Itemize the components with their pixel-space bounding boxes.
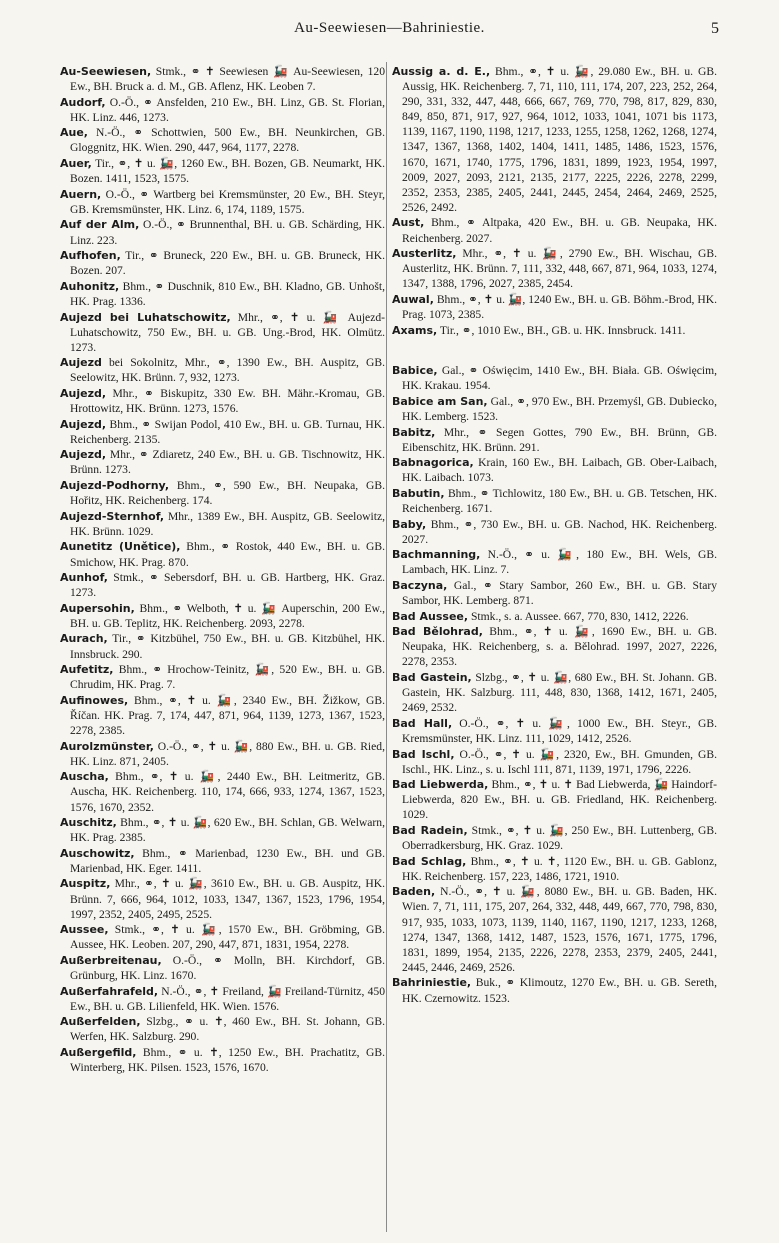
place-name: Bad Schlag, [392,854,467,868]
entry-details: O.-Ö., ⚭ Molln, BH. Kirchdorf, GB. Grünburg, HK. Linz. 1670. [70,953,385,983]
gazetteer-entry [60,156,385,186]
place-name: Bad Bělohrad, [392,625,483,639]
entry-details: Mhr., ⚭ Biskupitz, 330 Ew. BH. Mähr.-Kromau, GB. Hrottowitz, HK. Brünn. 1273, 1576. [70,386,385,416]
entry-details: N.-Ö., ⚭ u. 🚂, 180 Ew., BH. Wels, GB. Lambach, HK. Linz. 7. [402,548,717,577]
place-name: Außerfelden, [60,1015,141,1029]
gazetteer-entry [60,187,385,217]
place-name: Bad Ischl, [392,747,455,761]
place-name: Aufinowes, [60,693,129,707]
entry-details: Bhm., ⚭ Swijan Podol, 410 Ew., BH. u. GB. Turnau, HK. Reichenberg. 2135. [70,417,385,446]
place-name: Bad Radein, [392,824,468,837]
gazetteer-entry [60,310,385,355]
place-name: Aujezd [60,356,102,370]
gazetteer-entry [392,823,717,853]
column-divider [386,62,387,1232]
gazetteer-entry [392,975,717,1005]
place-name: Babnagorica, [392,456,474,470]
entry-details: Mhr., ⚭ Segen Gottes, 790 Ew., BH. Brünn, GB. Eibenschitz, HK. Brünn. 291. [402,425,717,454]
entry-details: Tir., ⚭ Kitzbühel, 750 Ew., BH. u. GB. Kitzbühel, HK. Innsbruck. 290. [70,632,385,661]
gazetteer-entry [60,739,385,769]
gazetteer-entry [60,984,385,1014]
entry-details: Mhr., ⚭ Zdiaretz, 240 Ew., BH. u. GB. Tischnowitz, HK. Brünn. 1273. [70,448,385,477]
right-column-a-section [392,64,717,338]
entry-details: Bhm., ⚭ Duschnik, 810 Ew., BH. Kladno, GB. Unhošt, HK. Prag. 1336. [70,279,385,308]
page-number: 5 [711,20,719,37]
place-name: Aurolzmünster, [60,739,154,753]
place-name: Aust, [392,216,425,230]
gazetteer-entry [60,570,385,600]
entry-details: Stmk., ⚭, ✝ u. 🚂, 1570 Ew., BH. Gröbming, GB. Aussee, HK. Leoben. 207, 290, 447, 871, 1831, 1954, 2278. [70,923,385,952]
entry-details: Buk., ⚭ Klimoutz, 1270 Ew., BH. u. GB. Sereth, HK. Czernowitz. 1523. [402,976,717,1005]
entry-details: Stmk., s. a. Aussee. 667, 770, 830, 1412, 2226. [468,609,689,623]
gazetteer-entry [392,323,717,338]
entry-details: Gal., ⚭ Stary Sambor, 260 Ew., BH. u. GB. Stary Sambor, HK. Lemberg. 871. [402,579,717,608]
gazetteer-entry [392,777,717,822]
gazetteer-entry [392,455,717,485]
gazetteer-entry [60,1045,385,1075]
page-title: Au-Seewiesen—Bahriniestie. [294,20,485,36]
place-name: Aunetitz (Unětice), [60,540,181,554]
place-name: Au-Seewiesen, [60,65,152,78]
entry-details: O.-Ö., ⚭ Wartberg bei Kremsmünster, 20 Ew., BH. Steyr, GB. Kremsmünster, HK. Linz. 6, 174, 1189, 1575. [70,187,385,216]
entry-details: Slzbg., ⚭ u. ✝, 460 Ew., BH. St. Johann, GB. Werfen, HK. Salzburg. 290. [70,1015,385,1044]
gazetteer-entry [60,125,385,155]
entry-details: Bhm., ⚭, ✝ u. ✝, 1120 Ew., BH. u. GB. Gablonz, HK. Reichenberg. 157, 223, 1486, 1721, 1910. [402,854,717,883]
place-name: Auschitz, [60,816,117,830]
place-name: Außerbreitenau, [60,953,162,967]
entry-details: Tir., ⚭, ✝ u. 🚂, 1260 Ew., BH. Bozen, GB. Neumarkt, HK. Bozen. 1411, 1523, 1575. [70,157,385,186]
place-name: Auf der Alm, [60,218,140,232]
gazetteer-entry [392,716,717,746]
entry-details: Bhm., ⚭, 730 Ew., BH. u. GB. Nachod, HK. Reichenberg. 2027. [402,517,717,546]
gazetteer-entry [392,747,717,777]
entry-details: Bhm., ⚭ Hrochow-Teinitz, 🚂, 520 Ew., BH. u. GB. Chrudim, HK. Prag. 7. [70,663,385,692]
entry-details: Stmk., ⚭ Sebersdorf, BH. u. GB. Hartberg, HK. Graz. 1273. [70,571,385,600]
entry-details: N.-Ö., ⚭, ✝ u. 🚂, 8080 Ew., BH. u. GB. Baden, HK. Wien. 7, 71, 111, 175, 207, 264, 332, 448, 449, 667, 770, 798, 830, 917, 935, 1033, 1073, 1139, 1140, 1167, 1190, 1217, 1233, 1268, 1274, 1347, 1368, 1412, 1487, 1523, 1576, 1671, 1775, 1796, 1831, 1899, 1954, 2135, 2226, 2278, 2353, 2379, 2405, 2441, 2445, 2446, 2469, 2526. [402,885,717,974]
gazetteer-entry [392,670,717,715]
gazetteer-entry [60,217,385,247]
entry-details: Bhm., ⚭, ✝ u. 🚂, 2440 Ew., BH. Leitmeritz, GB. Auscha, HK. Reichenberg. 110, 174, 666, 933, 1274, 1367, 1523, 1576, 1670, 2352. [70,770,385,814]
gazetteer-entry [60,631,385,661]
gazetteer-entry [392,854,717,884]
gazetteer-entry [392,609,717,624]
place-name: Auspitz, [60,877,111,891]
place-name: Außergefild, [60,1046,137,1059]
entry-details: N.-Ö., ⚭ Schottwien, 500 Ew., BH. Neunkirchen, GB. Gloggnitz, HK. Wien. 290, 447, 964, 1177, 2278. [70,126,385,155]
place-name: Bad Gastein, [392,671,472,685]
place-name: Babice, [392,364,438,378]
entry-details: Slzbg., ⚭, ✝ u. 🚂, 680 Ew., BH. St. Johann. GB. Gastein, HK. Salzburg. 111, 448, 830, 1368, 1412, 1671, 2405, 2469, 2532. [402,671,717,715]
entry-details: Gal., ⚭, 970 Ew., BH. Przemyśl, GB. Dubiecko, HK. Lemberg. 1523. [402,394,717,423]
gazetteer-entry [60,769,385,814]
place-name: Auwal, [392,292,434,306]
place-name: Auschowitz, [60,846,135,860]
entry-details: Krain, 160 Ew., BH. Laibach, GB. Ober-Laibach, HK. Laibach. 1073. [402,456,717,485]
place-name: Auscha, [60,770,109,784]
place-name: Bachmanning, [392,548,481,562]
entry-details: O.-Ö., ⚭, ✝ u. 🚂, 2320, Ew., BH. Gmunden, GB. Ischl., HK. Linz., s. u. Ischl 111, 871, 1139, 1971, 1796, 2226. [402,747,717,776]
place-name: Außerfahrafeld, [60,984,159,998]
entry-details: Bhm., ⚭ Rostok, 440 Ew., BH. u. GB. Smichow, HK. Prag. 870. [70,540,385,569]
gazetteer-entry [392,578,717,608]
gazetteer-entry [60,922,385,952]
entry-details: Bhm., ⚭, ✝ u. 🚂, 2340 Ew., BH. Žižkow, GB. Říčan. HK. Prag. 7, 174, 447, 871, 964, 1139, 1273, 1367, 1523, 2278, 2385. [70,693,385,738]
gazetteer-entry [392,246,717,291]
place-name: Aue, [60,126,88,140]
running-header [0,18,779,46]
entry-details: Stmk., ⚭ ✝ Seewiesen 🚂 Au-Seewiesen, 120 Ew., BH. Bruck a. d. M., GB. Aflenz, HK. Leoben 7. [70,65,385,94]
gazetteer-entry [392,547,717,577]
place-name: Babutin, [392,486,445,500]
gazetteer-entry [392,64,717,215]
place-name: Aujezd, [60,448,107,462]
gazetteer-entry [60,539,385,569]
gazetteer-entry [392,363,717,393]
place-name: Auern, [60,187,102,201]
place-name: Auer, [60,157,92,171]
entry-details: O.-Ö., ⚭, ✝ u. 🚂, 1000 Ew., BH. Steyr., GB. Kremsmünster, HK. Linz. 111, 1029, 1412, 2526. [402,716,717,745]
right-column [392,64,717,1234]
place-name: Bad Hall, [392,716,453,730]
place-name: Baczyna, [392,579,448,592]
place-name: Aurach, [60,632,108,646]
gazetteer-entry [392,425,717,455]
place-name: Aujezd-Sternhof, [60,509,165,523]
entry-details: bei Sokolnitz, Mhr., ⚭, 1390 Ew., BH. Auspitz, GB. Seelowitz, HK. Brünn. 7, 932, 1273. [70,356,385,385]
place-name: Aupersohin, [60,601,135,615]
gazetteer-entry [60,601,385,631]
right-column-b-section [392,363,717,1005]
place-name: Aufetitz, [60,663,114,677]
gazetteer-entry [60,417,385,447]
entry-details: Gal., ⚭ Oświęcim, 1410 Ew., BH. Biała. GB. Oświęcim, HK. Krakau. 1954. [402,364,717,393]
place-name: Auhonitz, [60,279,120,293]
place-name: Austerlitz, [392,247,457,261]
gazetteer-entry [60,693,385,738]
entry-details: Bhm., ⚭ Welboth, ✝ u. 🚂 Auperschin, 200 Ew., BH. u. GB. Teplitz, HK. Reichenberg. 2093, 2278. [70,601,385,630]
section-gap [392,338,717,363]
left-column [60,64,385,1234]
entry-details: Bhm., ⚭, 590 Ew., BH. Neupaka, GB. Hořitz, HK. Reichenberg. 174. [70,479,385,508]
entry-details: Mhr., ⚭, ✝ u. 🚂, 2790 Ew., BH. Wischau, GB. Austerlitz, HK. Brünn. 7, 111, 332, 448, 667, 871, 964, 1033, 1274, 1347, 1388, 1796, 2027, 2385, 2454. [402,247,717,291]
gazetteer-entry [60,1014,385,1044]
entry-details: Bhm., ⚭, ✝ u. 🚂, 29.080 Ew., BH. u. GB. Aussig, HK. Reichenberg. 7, 71, 110, 111, 174, 207, 223, 252, 264, 290, 331, 332, 447, 448, 666, 667, 769, 770, 798, 817, 829, 830, 849, 850, 871, 917, 927, 964, 1012, 1033, 1041, 1071 bis 1173, 1139, 1167, 1190, 1198, 1217, 1233, 1255, 1258, 1262, 1268, 1274, 1347, 1367, 1368, 1402, 1404, 1411, 1485, 1486, 1523, 1576, 1670, 1671, 1740, 1775, 1796, 1831, 1899, 1923, 1954, 1997, 2009, 2027, 2093, 2121, 2135, 2177, 2225, 2226, 2278, 2299, 2352, 2353, 2385, 2405, 2441, 2445, 2454, 2464, 2469, 2525, 2526, 2492. [402,65,717,214]
place-name: Babitz, [392,425,436,439]
entry-details: Tir., ⚭, 1010 Ew., BH., GB. u. HK. Innsbruck. 1411. [437,323,686,337]
entry-details: Bhm., ⚭, ✝ u. 🚂, 620 Ew., BH. Schlan, GB. Welwarn, HK. Prag. 2385. [70,816,385,845]
gazetteer-entry [392,884,717,975]
place-name: Baden, [392,885,436,899]
gazetteer-entry [60,478,385,508]
gazetteer-entry [60,876,385,921]
place-name: Bad Liebwerda, [392,778,489,792]
entry-details: Mhr., 1389 Ew., BH. Auspitz, GB. Seelowitz, HK. Brünn. 1029. [70,509,385,538]
gazetteer-entry [60,355,385,385]
place-name: Audorf, [60,95,106,109]
place-name: Aujezd, [60,386,107,400]
place-name: Aussee, [60,923,109,937]
gazetteer-entry [392,292,717,322]
gazetteer-entry [392,517,717,547]
entry-details: Bhm., ⚭, ✝ u. ✝ Bad Liebwerda, 🚂 Haindorf-Liebwerda, 820 Ew., BH. u. GB. Friedland, HK. Reichenberg. 1029. [402,778,717,822]
entry-details: Bhm., ⚭ Marienbad, 1230 Ew., BH. und GB. Marienbad, HK. Eger. 1411. [70,846,385,875]
place-name: Aujezd, [60,417,107,431]
entry-details: Tir., ⚭ Bruneck, 220 Ew., BH. u. GB. Bruneck, HK. Bozen. 207. [70,249,385,278]
gazetteer-entry [60,279,385,309]
gazetteer-entry [60,846,385,876]
place-name: Aujezd-Podhorny, [60,479,170,493]
gazetteer-entry [60,953,385,983]
place-name: Aunhof, [60,571,108,585]
gazetteer-entry [60,509,385,539]
entry-details: Bhm., ⚭ u. ✝, 1250 Ew., BH. Prachatitz, GB. Winterberg, HK. Pilsen. 1523, 1576, 1670. [70,1046,385,1075]
gazetteer-entry [392,624,717,669]
gazetteer-entry [60,95,385,125]
place-name: Bahriniestie, [392,976,472,990]
place-name: Baby, [392,517,427,531]
entry-details: Bhm., ⚭, ✝ u. 🚂, 1690 Ew., BH. u. GB. Neupaka, HK. Reichenberg, s. a. Bělohrad. 1997, 2027, 2226, 2278, 2353. [402,625,717,669]
entry-details: N.-Ö., ⚭, ✝ Freiland, 🚂 Freiland-Türnitz, 450 Ew., BH. u. GB. Lilienfeld, HK. Wien. 1576. [70,984,385,1013]
entry-details: Mhr., ⚭, ✝ u. 🚂 Aujezd-Luhatschowitz, 750 Ew., BH. u. GB. Ung.-Brod, HK. Olmütz. 1273. [70,310,385,354]
entry-details: Stmk., ⚭, ✝ u. 🚂, 250 Ew., BH. Luttenberg, GB. Oberradkersburg, HK. Graz. 1029. [402,824,717,853]
place-name: Bad Aussee, [392,609,469,623]
place-name: Aufhofen, [60,249,121,263]
place-name: Babice am San, [392,394,488,408]
entry-details: O.-Ö., ⚭ Brunnenthal, BH. u. GB. Schärding, HK. Linz. 223. [70,218,385,247]
entry-details: Bhm., ⚭, ✝ u. 🚂, 1240 Ew., BH. u. GB. Böhm.-Brod, HK. Prag. 1073, 2385. [402,292,717,321]
place-name: Axams, [392,323,438,337]
entry-details: Mhr., ⚭, ✝ u. 🚂, 3610 Ew., BH. u. GB. Auspitz, HK. Brünn. 7, 666, 964, 1012, 1033, 1347, 1367, 1523, 1796, 1954, 1997, 2352, 2405, 2495, 2525. [70,877,385,921]
place-name: Aussig a. d. E., [392,65,491,78]
gazetteer-entry [392,394,717,424]
gazetteer-entry [60,248,385,278]
entry-details: Bhm., ⚭ Altpaka, 420 Ew., BH. u. GB. Neupaka, HK. Reichenberg. 2027. [402,216,717,245]
gazetteer-entry [60,64,385,94]
entry-details: O.-Ö., ⚭, ✝ u. 🚂, 880 Ew., BH. u. GB. Ried, HK. Linz. 871, 2405. [70,739,385,768]
entry-details: Bhm., ⚭ Tichlowitz, 180 Ew., BH. u. GB. Tetschen, HK. Reichenberg. 1671. [402,486,717,516]
gazetteer-entry [60,662,385,692]
gazetteer-entry [392,215,717,245]
place-name: Aujezd bei Luhatschowitz, [60,310,231,324]
gazetteer-entry [60,815,385,845]
gazetteer-entry [392,486,717,516]
gazetteer-entry [60,386,385,416]
gazetteer-entry [60,447,385,477]
entry-details: O.-Ö., ⚭ Ansfelden, 210 Ew., BH. Linz, GB. St. Florian, HK. Linz. 446, 1273. [70,95,385,124]
